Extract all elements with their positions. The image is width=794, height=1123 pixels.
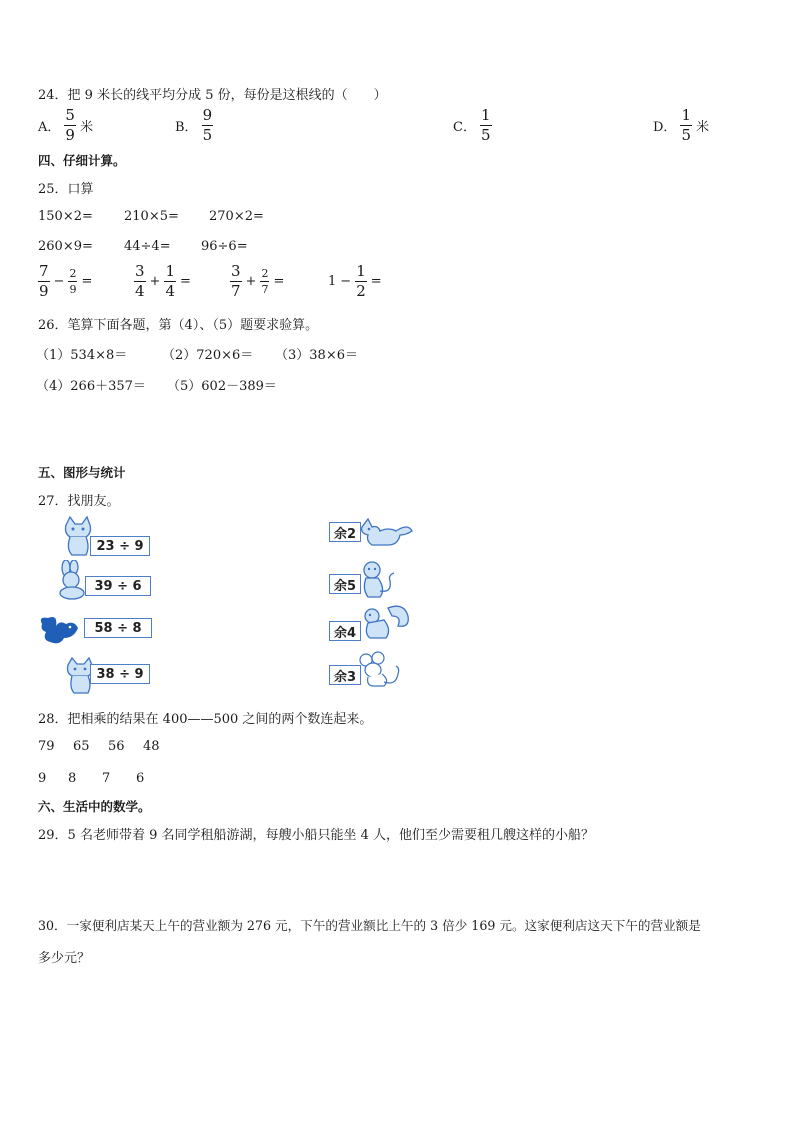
q25-item: 210×5= <box>124 209 179 224</box>
q26-item: （5）602－389＝ <box>167 379 277 394</box>
q28-number[interactable]: 6 <box>136 771 145 786</box>
remainder-card[interactable]: 余5 <box>329 574 361 594</box>
monkey-icon <box>358 559 398 601</box>
q24-option-c[interactable] <box>453 108 492 143</box>
section-5-heading: 五、图形与统计 <box>38 465 126 480</box>
q25-fraction-item <box>134 264 191 299</box>
fraction: $\frac{3}{4}$ <box>135 262 145 300</box>
mouse-icon <box>356 650 404 688</box>
q25-item: 96÷6= <box>201 239 248 254</box>
q25-item: 260×9= <box>38 239 93 254</box>
q30-text-line1: 30．一家便利店某天上午的营业额为 276 元，下午的营业额比上午的 3 倍少 169 元。这家便利店这天下午的营业额是 <box>38 918 701 933</box>
option-letter: C． <box>453 120 476 135</box>
option-unit: 米 <box>695 120 709 135</box>
fraction: $\frac{2}{7}$ <box>261 267 269 296</box>
equals: = <box>180 274 191 289</box>
fraction: $\frac{1}{5}$ <box>681 106 691 144</box>
squirrel-icon <box>38 614 82 648</box>
q28-number[interactable]: 56 <box>108 739 125 754</box>
whole-number: 1 <box>328 274 337 289</box>
q24-option-d[interactable] <box>653 108 709 143</box>
remainder-card[interactable]: 余2 <box>329 522 361 542</box>
q24-option-b[interactable] <box>175 108 213 143</box>
q26-title: 26．笔算下面各题，第（4）、（5）题要求验算。 <box>38 318 319 333</box>
division-card[interactable]: 39 ÷ 6 <box>85 576 151 596</box>
fox-icon <box>358 517 414 549</box>
operator: − <box>53 274 65 289</box>
q26-item: （2）720×6＝ <box>162 348 254 363</box>
option-letter: A． <box>38 120 61 135</box>
q25-fraction-item <box>38 264 92 299</box>
section-6-heading: 六、生活中的数学。 <box>38 799 151 814</box>
option-letter: D． <box>653 120 677 135</box>
q28-number[interactable]: 8 <box>68 771 77 786</box>
fraction: $\frac{5}{9}$ <box>65 106 75 144</box>
operator: − <box>340 274 352 289</box>
q28-number[interactable]: 7 <box>102 771 111 786</box>
q28-number[interactable]: 65 <box>73 739 90 754</box>
remainder-card[interactable]: 余3 <box>329 665 361 685</box>
q25-item: 270×2= <box>209 209 264 224</box>
q25-title: 25．口算 <box>38 182 94 197</box>
q25-fraction-item <box>328 264 382 299</box>
q25-item: 150×2= <box>38 209 93 224</box>
q28-title: 28．把相乘的结果在 400——500 之间的两个数连起来。 <box>38 712 373 727</box>
division-card[interactable]: 23 ÷ 9 <box>90 536 150 556</box>
fraction: $\frac{9}{5}$ <box>202 106 213 144</box>
fraction: $\frac{1}{5}$ <box>480 106 491 144</box>
q30-text-line2: 多少元？ <box>38 951 91 966</box>
equals: = <box>370 274 382 289</box>
section-4-heading: 四、仔细计算。 <box>38 153 126 168</box>
option-letter: B． <box>175 120 198 135</box>
fraction: $\frac{1}{2}$ <box>356 262 366 300</box>
fraction: $\frac{3}{7}$ <box>231 262 241 300</box>
fraction: $\frac{1}{4}$ <box>165 262 175 300</box>
q28-number[interactable]: 9 <box>38 771 47 786</box>
q26-item: （1）534×8＝ <box>36 348 128 363</box>
q29-text: 29．5 名老师带着 9 名同学租船游湖，每艘小船只能坐 4 人，他们至少需要租几艘这样的小船？ <box>38 828 595 843</box>
q28-number[interactable]: 79 <box>38 739 55 754</box>
remainder-card[interactable]: 余4 <box>329 621 361 641</box>
option-unit: 米 <box>79 120 93 135</box>
fraction: $\frac{2}{9}$ <box>69 267 77 296</box>
division-card[interactable]: 58 ÷ 8 <box>84 618 152 638</box>
equals: = <box>81 274 93 289</box>
q27-title: 27．找朋友。 <box>38 494 120 509</box>
equals: = <box>273 274 285 289</box>
division-card[interactable]: 38 ÷ 9 <box>90 664 150 684</box>
q26-item: （3）38×6＝ <box>275 348 358 363</box>
q28-number[interactable]: 48 <box>143 739 160 754</box>
q26-item: （4）266＋357＝ <box>36 379 146 394</box>
q24-stem: 24．把 9 米长的线平均分成 5 份，每份是这根线的（ ） <box>38 88 387 103</box>
q25-fraction-item <box>230 264 284 299</box>
operator: + <box>245 274 257 289</box>
squirrel-icon <box>358 602 412 642</box>
q25-item: 44÷4= <box>124 239 171 254</box>
operator: + <box>149 274 161 289</box>
q24-option-a[interactable] <box>38 108 93 143</box>
fraction: $\frac{7}{9}$ <box>39 262 49 300</box>
